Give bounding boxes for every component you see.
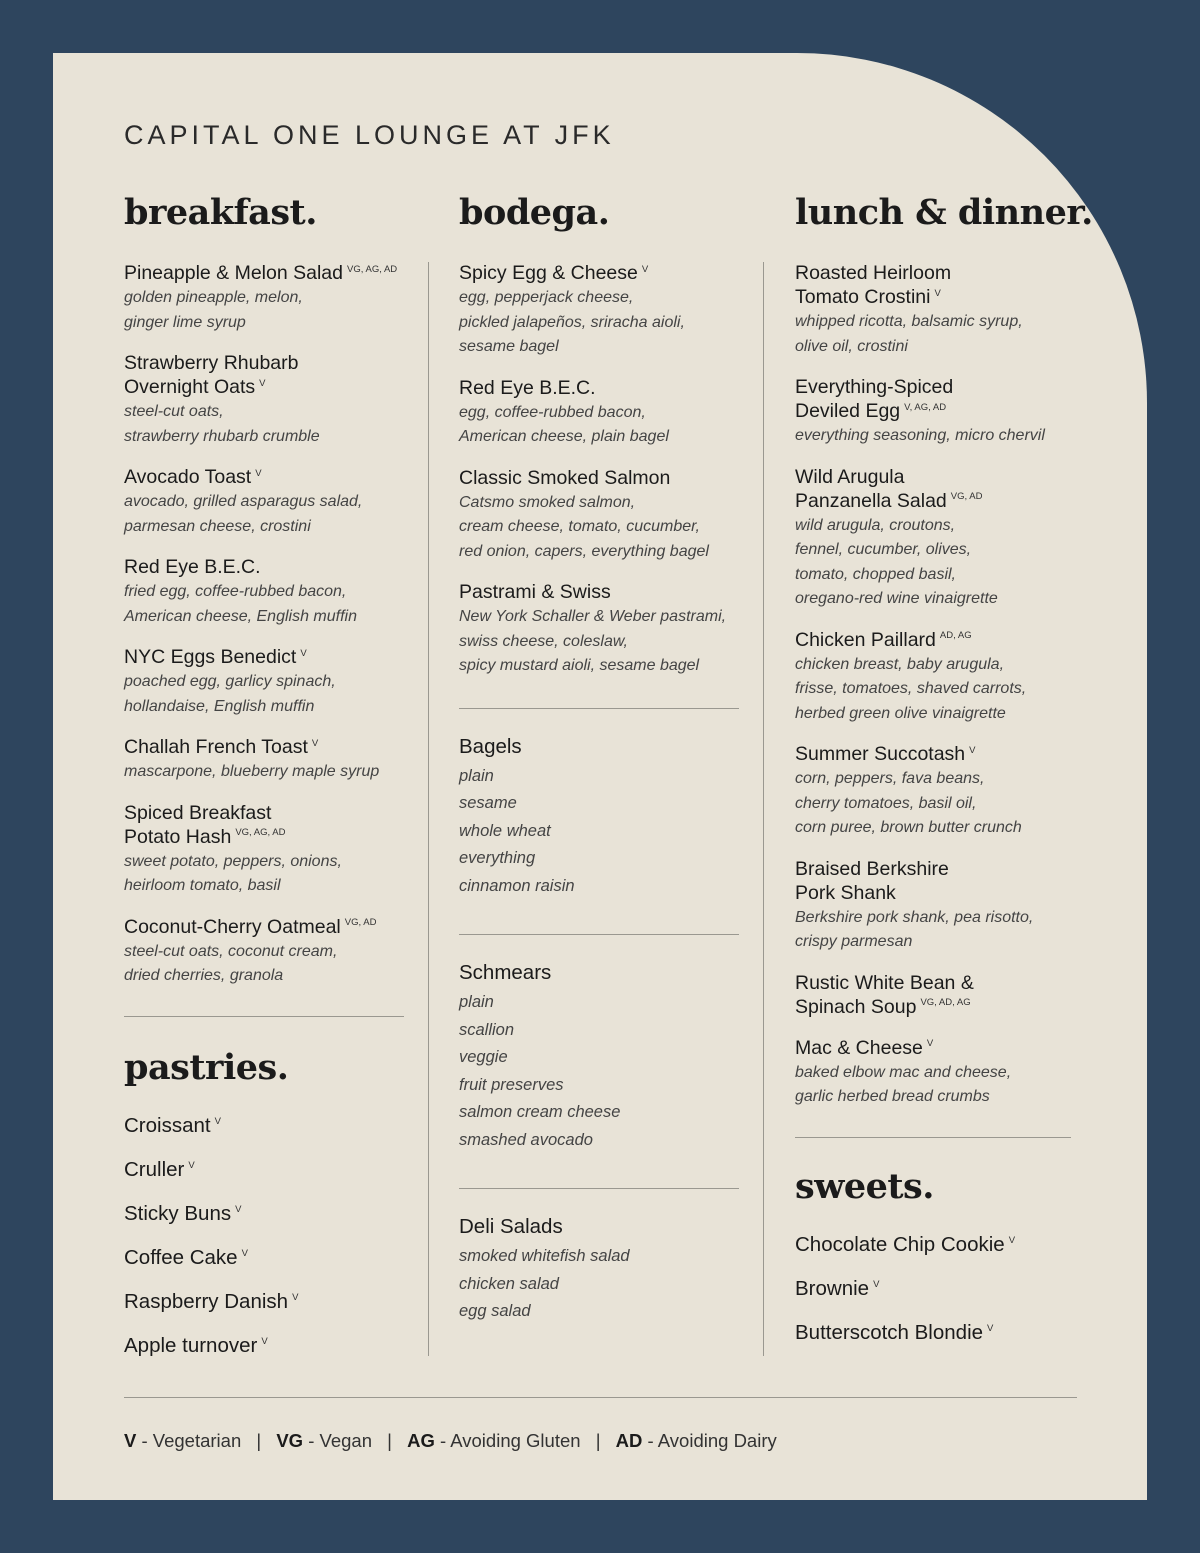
item-name: Pineapple & Melon Salad <box>124 262 343 284</box>
menu-item <box>459 376 739 449</box>
list-item: plain <box>459 766 494 785</box>
pastry-item <box>124 1334 404 1358</box>
sweets-title: sweets. <box>795 1165 934 1207</box>
list-item: scallion <box>459 1020 515 1039</box>
item-desc: crispy parmesan <box>795 933 913 950</box>
column-divider <box>428 262 429 1356</box>
item-name: Coconut-Cherry Oatmeal <box>124 915 341 938</box>
section-divider <box>124 1016 404 1017</box>
list-title: Schmears <box>459 961 552 984</box>
item-desc: avocado, grilled asparagus salad, <box>124 493 363 510</box>
item-desc: herbed green olive vinaigrette <box>795 704 1006 722</box>
item-desc: steel-cut oats, <box>124 403 224 420</box>
item-desc: Berkshire pork shank, pea risotto, <box>795 908 1034 926</box>
section-divider <box>459 934 739 935</box>
item-name: Roasted Heirloom <box>795 262 952 284</box>
legend-code: AD <box>615 1430 643 1451</box>
item-name: Red Eye B.E.C. <box>459 376 596 399</box>
item-name: Rustic White Bean & <box>795 971 974 994</box>
list-item: veggie <box>459 1048 508 1066</box>
item-name: Butterscotch Blondie <box>795 1320 984 1344</box>
item-desc: wild arugula, croutons, <box>795 516 956 534</box>
item-name: Cruller <box>124 1157 185 1181</box>
item-desc: chicken breast, baby arugula, <box>795 655 1005 673</box>
diet-tags: VG, AD <box>950 491 983 502</box>
item-name: Summer Succotash <box>795 743 966 765</box>
diet-tags: V <box>311 737 319 749</box>
item-name: Pork Shank <box>795 881 896 904</box>
legend-separator: | <box>595 1430 601 1451</box>
lunch-dinner-column <box>795 192 1095 1365</box>
breakfast-title: breakfast. <box>124 192 317 233</box>
item-name: Coffee Cake <box>124 1245 238 1269</box>
section-divider <box>795 1137 1071 1138</box>
item-desc: strawberry rhubarb crumble <box>124 427 320 445</box>
item-desc: swiss cheese, coleslaw, <box>459 632 628 650</box>
item-desc: American cheese, plain bagel <box>459 428 669 445</box>
item-desc: baked elbow mac and cheese, <box>795 1063 1012 1081</box>
diet-legend <box>124 1430 777 1452</box>
menu-item <box>124 555 404 628</box>
item-name: Braised Berkshire <box>795 857 949 880</box>
item-name: Chicken Paillard <box>795 628 936 651</box>
legend-label: - Avoiding Dairy <box>647 1430 777 1451</box>
diet-tags: V <box>300 647 307 659</box>
item-desc: corn puree, brown butter crunch <box>795 819 1022 836</box>
diet-tags: AD, AG <box>939 630 972 641</box>
menu-item <box>795 628 1095 726</box>
item-desc: parmesan cheese, crostini <box>124 517 311 535</box>
item-desc: fried egg, coffee-rubbed bacon, <box>124 583 347 600</box>
item-name: Overnight Oats <box>124 376 256 398</box>
item-name: Panzanella Salad <box>795 489 947 512</box>
item-desc: golden pineapple, melon, <box>124 289 303 306</box>
legend-separator: | <box>387 1430 392 1451</box>
diet-tags: V <box>969 744 976 756</box>
legend-code: V <box>124 1430 137 1451</box>
pastry-item <box>124 1114 404 1138</box>
diet-tags: VG, AD, AG <box>920 997 971 1008</box>
lounge-title: CAPITAL ONE LOUNGE AT JFK <box>124 120 615 150</box>
lunch-dinner-title: lunch & dinner. <box>795 192 1093 233</box>
item-desc: heirloom tomato, basil <box>124 877 281 894</box>
item-desc: garlic herbed bread crumbs <box>795 1088 990 1105</box>
diet-tags: V <box>255 467 262 479</box>
list-item: everything <box>459 849 536 867</box>
item-name: NYC Eggs Benedict <box>124 646 297 668</box>
item-name: Raspberry Danish <box>124 1289 289 1313</box>
menu-item <box>795 261 1095 358</box>
section-divider <box>459 708 739 709</box>
item-desc: cherry tomatoes, basil oil, <box>795 794 977 812</box>
menu-item <box>459 261 739 359</box>
menu-item <box>795 1036 1095 1109</box>
diet-tags: V <box>873 1278 880 1290</box>
item-name: Deviled Egg <box>795 400 901 422</box>
pastry-item <box>124 1202 404 1226</box>
item-name: Croissant <box>124 1113 211 1137</box>
sweet-item <box>795 1321 1095 1345</box>
item-desc: poached egg, garlicy spinach, <box>124 673 336 690</box>
item-name: Strawberry Rhubarb <box>124 352 299 374</box>
item-desc: Catsmo smoked salmon, <box>459 493 636 511</box>
item-name: Potato Hash <box>124 825 232 848</box>
menu-item <box>124 645 404 718</box>
item-name: Everything-Spiced <box>795 376 954 398</box>
diet-tags: V <box>1008 1234 1016 1246</box>
item-name: Wild Arugula <box>795 465 905 488</box>
menu-item <box>124 735 404 784</box>
legend-label: - Avoiding Gluten <box>439 1430 581 1451</box>
diet-tags: V <box>926 1038 934 1049</box>
deli-salads-list <box>459 1215 739 1326</box>
item-desc: oregano-red wine vinaigrette <box>795 590 998 607</box>
menu-item <box>795 742 1095 840</box>
item-name: Apple turnover <box>124 1333 258 1357</box>
item-desc: egg, pepperjack cheese, <box>459 289 634 306</box>
item-name: Chocolate Chip Cookie <box>795 1232 1005 1256</box>
diet-tags: VG, AG, AD <box>235 827 286 838</box>
item-desc: pickled jalapeños, sriracha aioli, <box>459 313 685 331</box>
item-desc: dried cherries, granola <box>124 967 284 984</box>
item-desc: ginger lime syrup <box>124 313 246 331</box>
item-name: Spicy Egg & Cheese <box>459 262 638 284</box>
list-item: cinnamon raisin <box>459 876 575 895</box>
diet-tags: V <box>259 377 266 389</box>
item-name: Pastrami & Swiss <box>459 581 611 603</box>
diet-tags: V <box>292 1291 299 1303</box>
item-name: Mac & Cheese <box>795 1036 923 1059</box>
menu-item <box>459 466 739 564</box>
bodega-column <box>459 192 739 1326</box>
diet-tags: VG, AG, AD <box>347 263 398 275</box>
list-item: smoked whitefish salad <box>459 1247 630 1265</box>
bodega-title: bodega. <box>459 192 610 233</box>
item-desc: spicy mustard aioli, sesame bagel <box>459 657 700 674</box>
pastry-item <box>124 1158 404 1182</box>
item-desc: olive oil, crostini <box>795 337 908 355</box>
list-item: whole wheat <box>459 821 551 840</box>
item-desc: mascarpone, blueberry maple syrup <box>124 763 380 780</box>
list-title: Bagels <box>459 734 522 758</box>
item-name: Sticky Buns <box>124 1201 232 1225</box>
item-desc: frisse, tomatoes, shaved carrots, <box>795 680 1027 697</box>
diet-tags: V <box>987 1322 994 1334</box>
item-name: Challah French Toast <box>124 736 308 758</box>
diet-tags: V <box>934 287 941 299</box>
list-item: plain <box>459 993 494 1011</box>
item-desc: New York Schaller & Weber pastrami, <box>459 608 727 625</box>
section-divider <box>459 1188 739 1189</box>
item-desc: hollandaise, English muffin <box>124 697 315 715</box>
list-item: egg salad <box>459 1302 531 1320</box>
list-item: salmon cream cheese <box>459 1103 621 1121</box>
menu-item <box>795 375 1095 448</box>
diet-tags: V <box>188 1159 195 1171</box>
item-desc: corn, peppers, fava beans, <box>795 770 985 787</box>
diet-tags: V <box>641 263 649 275</box>
menu-item <box>795 971 1095 1019</box>
pastry-item <box>124 1246 404 1270</box>
item-name: Tomato Crostini <box>795 286 931 308</box>
item-desc: tomato, chopped basil, <box>795 565 956 583</box>
item-desc: steel-cut oats, coconut cream, <box>124 942 338 960</box>
legend-label: - Vegan <box>308 1430 372 1451</box>
schmears-list <box>459 961 739 1154</box>
diet-tags: V <box>214 1115 221 1127</box>
pastries-title: pastries. <box>124 1046 289 1088</box>
item-desc: red onion, capers, everything bagel <box>459 542 709 560</box>
legend-separator: | <box>256 1430 262 1451</box>
item-desc: fennel, cucumber, olives, <box>795 541 972 558</box>
item-desc: cream cheese, tomato, cucumber, <box>459 518 700 535</box>
item-desc: sesame bagel <box>459 338 559 355</box>
menu-item <box>459 580 739 678</box>
legend-label: - Vegetarian <box>141 1430 242 1451</box>
breakfast-column <box>124 192 404 1378</box>
list-item: smashed avocado <box>459 1130 593 1149</box>
sweet-item <box>795 1277 1095 1301</box>
diet-tags: V <box>261 1335 268 1347</box>
list-title: Deli Salads <box>459 1215 563 1238</box>
item-desc: whipped ricotta, balsamic syrup, <box>795 313 1023 330</box>
pastry-item <box>124 1290 404 1314</box>
menu-item <box>124 465 404 538</box>
list-item: sesame <box>459 794 517 812</box>
diet-tags: V <box>241 1247 248 1259</box>
footer-divider <box>124 1397 1077 1398</box>
legend-code: AG <box>407 1430 435 1451</box>
bagels-list <box>459 735 739 901</box>
item-desc: American cheese, English muffin <box>124 607 357 625</box>
item-name: Avocado Toast <box>124 466 252 488</box>
item-name: Classic Smoked Salmon <box>459 466 671 489</box>
item-desc: sweet potato, peppers, onions, <box>124 852 342 870</box>
legend-code: VG <box>276 1430 304 1451</box>
list-item: fruit preserves <box>459 1075 564 1094</box>
menu-item <box>795 465 1095 611</box>
menu-item <box>124 351 404 448</box>
item-name: Red Eye B.E.C. <box>124 556 261 578</box>
diet-tags: V <box>235 1203 242 1215</box>
menu-item <box>124 261 404 334</box>
diet-tags: V, AG, AD <box>904 401 947 413</box>
item-desc: egg, coffee-rubbed bacon, <box>459 403 646 421</box>
menu-item <box>124 915 404 988</box>
item-name: Brownie <box>795 1276 870 1300</box>
sweet-item <box>795 1233 1095 1257</box>
item-name: Spiced Breakfast <box>124 801 272 824</box>
item-name: Spinach Soup <box>795 995 917 1018</box>
column-divider <box>763 262 764 1356</box>
item-desc: everything seasoning, micro chervil <box>795 427 1045 444</box>
menu-item <box>795 857 1095 954</box>
list-item: chicken salad <box>459 1274 559 1293</box>
diet-tags: VG, AD <box>344 917 377 928</box>
menu-item <box>124 801 404 898</box>
